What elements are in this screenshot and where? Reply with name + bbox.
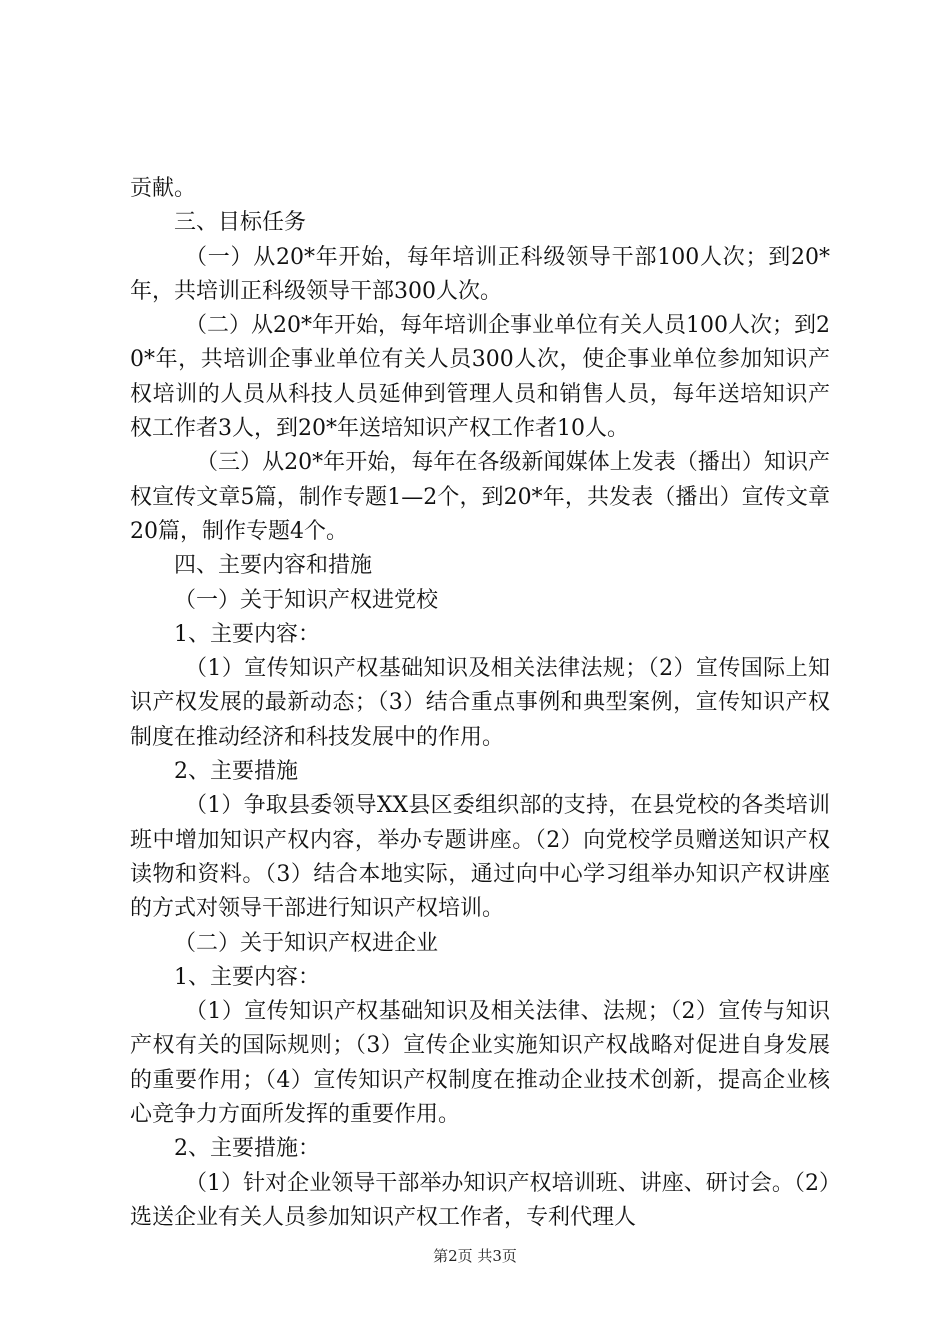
body-paragraph: 2、主要措施: [174, 759, 298, 785]
body-paragraph: 三、目标任务: [174, 210, 307, 236]
body-paragraph: （一）关于知识产权进党校: [174, 587, 439, 613]
body-paragraph: 四、主要内容和措施: [174, 553, 373, 579]
body-paragraph: 2、主要措施：: [174, 1136, 320, 1162]
body-paragraph: （一）从20*年开始，每年培训正科级领导干部100人次；到20*年，共培训正科级领导干部300人次。: [130, 244, 830, 304]
body-paragraph: （三）从20*年开始，每年在各级新闻媒体上发表（播出）知识产权宣传文章5篇，制作专题1—2个，到20*年，共发表（播出）宣传文章20篇，制作专题4个。: [130, 450, 830, 544]
body-paragraph: 1、主要内容：: [174, 621, 320, 647]
body-paragraph: 贡献。: [130, 176, 197, 201]
body-paragraph: （1）争取县委领导XX县区委组织部的支持，在县党校的各类培训班中增加知识产权内容，举办专题讲座。（2）向党校学员赠送知识产权读物和资料。（3）结合本地实际，通过向中心学习组举办知识产权讲座的方式对领导干部进行知识产权培训。: [130, 793, 830, 922]
page-footer: 第2页 共3页: [433, 1247, 517, 1265]
body-paragraph: （1）宣传知识产权基础知识及相关法律、法规；（2）宣传与知识产权有关的国际规则；（3）宣传企业实施知识产权战略对促进自身发展的重要作用；（4）宣传知识产权制度在推动企业技术创新，提高企业核心竞争力方面所发挥的重要作用。: [130, 999, 830, 1128]
body-paragraph: 1、主要内容：: [174, 964, 320, 990]
document-body: [130, 172, 830, 1235]
body-paragraph: （1）宣传知识产权基础知识及相关法律法规；（2）宣传国际上知识产权发展的最新动态；（3）结合重点事例和典型案例，宣传知识产权制度在推动经济和科技发展中的作用。: [130, 656, 830, 750]
body-paragraph: （1）针对企业领导干部举办知识产权培训班、讲座、研讨会。（2）选送企业有关人员参加知识产权工作者，专利代理人: [130, 1170, 830, 1230]
body-paragraph: （二）关于知识产权进企业: [174, 930, 439, 956]
body-paragraph: （二）从20*年开始，每年培训企事业单位有关人员100人次；到20*年，共培训企事业单位有关人员300人次，使企事业单位参加知识产权培训的人员从科技人员延伸到管理人员和销售人员，每年送培知识产权工作者3人，到20*年送培知识产权工作者10人。: [130, 313, 830, 442]
